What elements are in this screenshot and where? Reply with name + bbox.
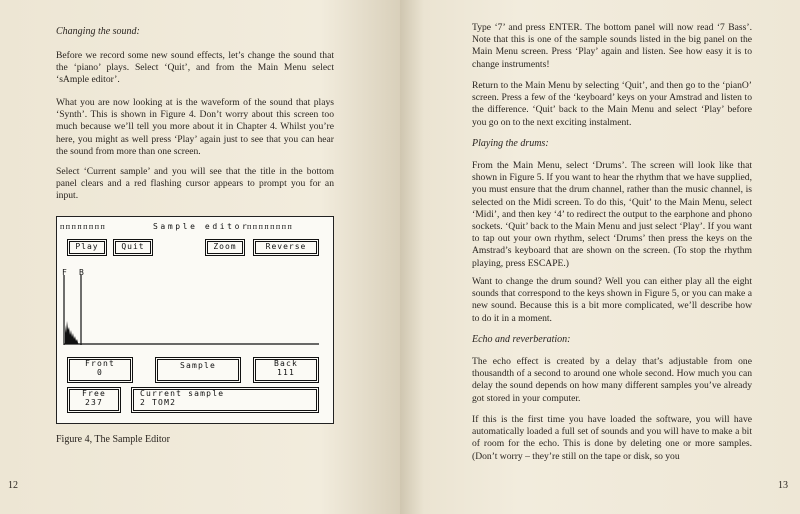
heading-echo-reverberation: Echo and reverberation: <box>472 334 571 345</box>
page-number-right: 13 <box>778 480 788 491</box>
figure-caption: Figure 4, The Sample Editor <box>56 434 170 445</box>
back-label: Back <box>273 359 299 368</box>
waveform <box>57 275 332 345</box>
sample-panel[interactable] <box>157 359 239 381</box>
paragraph: From the Main Menu, select ‘Drums’. The screen will look like that shown in Figure 5. If you want to hear the rhythm that we have supplied, you must ensure that the drum channel, rather than the music channel, is selected on the Midi screen. To do this, ‘Quit’ to the Main Menu, select ‘Midi’, and then key ‘4’ to redirect the output to the earphone and phono sockets. ‘Quit’ back to the Main Menu and just select ‘Play’. If you want to tap out your own rhythm, select ‘Drums’ then press the keys on the Amstrad’s keyboard that are shown on the screen. (To stop the rhythm playing, press ESCAPE.) <box>472 160 752 269</box>
right-page <box>400 0 800 514</box>
paragraph: Select ‘Current sample’ and you will see that the title in the bottom panel clears and a red flashing cursor appears to prompt you for an input. <box>56 166 334 202</box>
paragraph: If this is the first time you have loaded the software, you will have automatically loaded a full set of sounds and you will have to make a bit of room for the echo. This is done by deleting one or more samples. (Don’t worry – they’re still on the tape or disk, so you <box>472 414 752 462</box>
play-button-label: Play <box>75 242 99 251</box>
paragraph: Type ‘7’ and press ENTER. The bottom panel will now read ‘7 Bass’. Note that this is one of the sample sounds listed in the big panel on the Main Menu screen. Press ‘Play’ again and listen. See how easy it is to change instruments! <box>472 22 752 70</box>
paragraph: The echo effect is created by a delay that’s adjustable from one thousandth of a second to around one whole second. How much you can delay the sound depends on how many different samples you’ve already got stored in your computer. <box>472 356 752 404</box>
quit-button-label: Quit <box>121 242 145 251</box>
heading-playing-drums: Playing the drums: <box>472 138 549 149</box>
reverse-button-label: Reverse <box>265 242 307 251</box>
front-value: 0 <box>96 367 104 377</box>
free-panel <box>69 389 119 411</box>
back-panel[interactable] <box>255 359 317 381</box>
play-button[interactable] <box>69 241 105 254</box>
reverse-button[interactable] <box>255 241 317 254</box>
current-sample-value: 2 TOM2 <box>140 397 177 407</box>
heading-changing-sound: Changing the sound: <box>56 26 140 37</box>
zoom-button-label: Zoom <box>213 242 237 251</box>
back-marker: B <box>79 268 86 277</box>
sample-label: Sample <box>179 361 217 370</box>
paragraph: Before we record some new sound effects, let’s change the sound that the ‘piano’ plays. Select ‘Quit’, and from the Main Menu select ‘sAmple editor’. <box>56 50 334 86</box>
current-sample-label: Current sample <box>140 389 225 398</box>
free-label: Free <box>81 389 107 398</box>
screen-title: Sample editor <box>153 222 250 231</box>
page-number-left: 12 <box>8 480 18 491</box>
paragraph: Want to change the drum sound? Well you can either play all the eight sounds that correspond to the keys shown in Figure 5, or you can make a new sound. Because this is a bit more complicated, we’ll describe how to do it in a moment. <box>472 276 752 324</box>
title-pattern-right: ᴨᴨᴨᴨᴨᴨᴨᴨ <box>247 222 294 231</box>
title-pattern-left: ᴨᴨᴨᴨᴨᴨᴨᴨ <box>60 222 107 231</box>
front-label: Front <box>84 359 116 368</box>
free-value: 237 <box>84 397 104 407</box>
quit-button[interactable] <box>115 241 151 254</box>
sample-editor-screen <box>56 216 334 424</box>
paragraph: What you are now looking at is the waveform of the sound that plays ‘Synth’. This is shown in Figure 4. Don’t worry about this screen too much because we’ll tell you more about it in Chapter 4. Whilst you’re here, you might as well press ‘Play’ again just to see that you can hear the sound from more than one screen. <box>56 97 334 157</box>
zoom-button[interactable] <box>207 241 243 254</box>
current-sample-panel[interactable] <box>133 389 317 411</box>
back-value: 111 <box>276 367 296 377</box>
paragraph: Return to the Main Menu by selecting ‘Quit’, and then go to the ‘pianO’ screen. Press a few of the ‘keyboard’ keys on your Amstrad and listen to the difference. ‘Quit’ back to the Main Menu and select ‘Play’ before you go on to the next exciting instalment. <box>472 80 752 128</box>
front-panel[interactable] <box>69 359 131 381</box>
front-marker: F <box>62 268 69 277</box>
